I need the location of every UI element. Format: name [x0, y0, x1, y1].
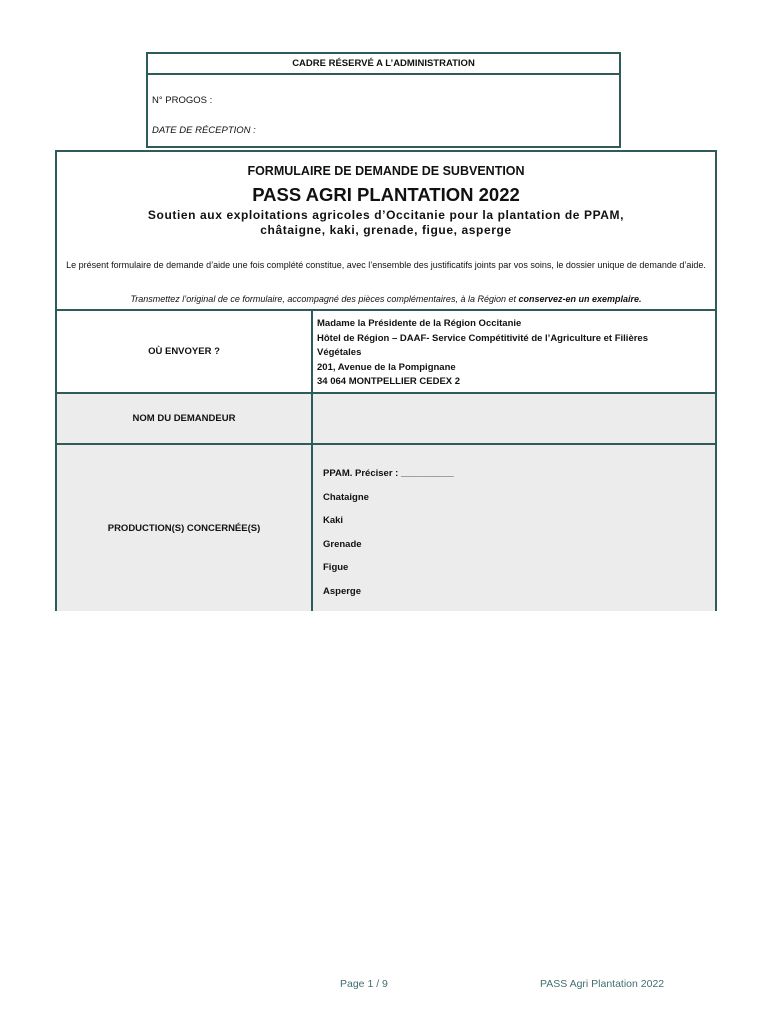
- production-item-chataigne[interactable]: Chataigne: [323, 491, 369, 503]
- page-number: Page 1 / 9: [340, 978, 388, 990]
- form-heading: FORMULAIRE DE DEMANDE DE SUBVENTION: [247, 164, 525, 178]
- footer-doc-title: PASS Agri Plantation 2022: [540, 978, 665, 990]
- row-applicant-name: [57, 392, 715, 443]
- applicant-name-field[interactable]: [313, 394, 715, 443]
- row-productions: [57, 443, 715, 611]
- production-item-figue[interactable]: Figue: [323, 562, 349, 573]
- form-title: PASS AGRI PLANTATION 2022: [252, 184, 520, 205]
- production-item-ppam[interactable]: PPAM. Préciser : __________: [323, 468, 454, 479]
- form-subtitle: Soutien aux exploitations agricoles d’Occitanie pour la plantation de PPAM, châtaigne, kaki, grenade, figue, asperge: [147, 208, 625, 237]
- row-where-to-send: [57, 309, 715, 392]
- intro-text: Le présent formulaire de demande d’aide une fois complété constitue, avec l’ensemble des justificatifs joints par vos soins, le dossier unique de demande d’aide.: [66, 260, 706, 270]
- production-item-grenade[interactable]: Grenade: [323, 538, 362, 550]
- productions-label: PRODUCTION(S) CONCERNÉE(S): [57, 445, 313, 611]
- address-line: 34 064 MONTPELLIER CEDEX 2: [317, 376, 461, 387]
- productions-list: [313, 445, 715, 611]
- transmit-text-bold: conservez-en un exemplaire.: [518, 294, 642, 304]
- admin-header: CADRE RÉSERVÉ A L’ADMINISTRATION: [148, 54, 619, 75]
- progos-label: N° PROGOS :: [152, 95, 213, 106]
- address-line: 201, Avenue de la Pompignane: [317, 361, 456, 373]
- admin-box: [146, 52, 621, 148]
- form-box: [55, 150, 717, 611]
- production-item-kaki[interactable]: Kaki: [323, 515, 344, 526]
- reception-date-label: DATE DE RÉCEPTION :: [152, 125, 256, 136]
- transmit-text: [57, 294, 715, 304]
- transmit-text-main: Transmettez l’original de ce formulaire, accompagné des pièces complémentaires, à la Région et: [130, 294, 519, 304]
- address-block: [313, 311, 715, 392]
- production-item-asperge[interactable]: Asperge: [323, 585, 362, 597]
- where-to-send-label: OÙ ENVOYER ?: [57, 311, 313, 392]
- address-line: Hôtel de Région – DAAF- Service Compétitivité de l’Agriculture et Filières: [317, 332, 648, 344]
- address-line: Madame la Présidente de la Région Occitanie: [317, 318, 522, 329]
- address-line: Végétales: [317, 347, 362, 358]
- applicant-name-label: NOM DU DEMANDEUR: [57, 394, 313, 443]
